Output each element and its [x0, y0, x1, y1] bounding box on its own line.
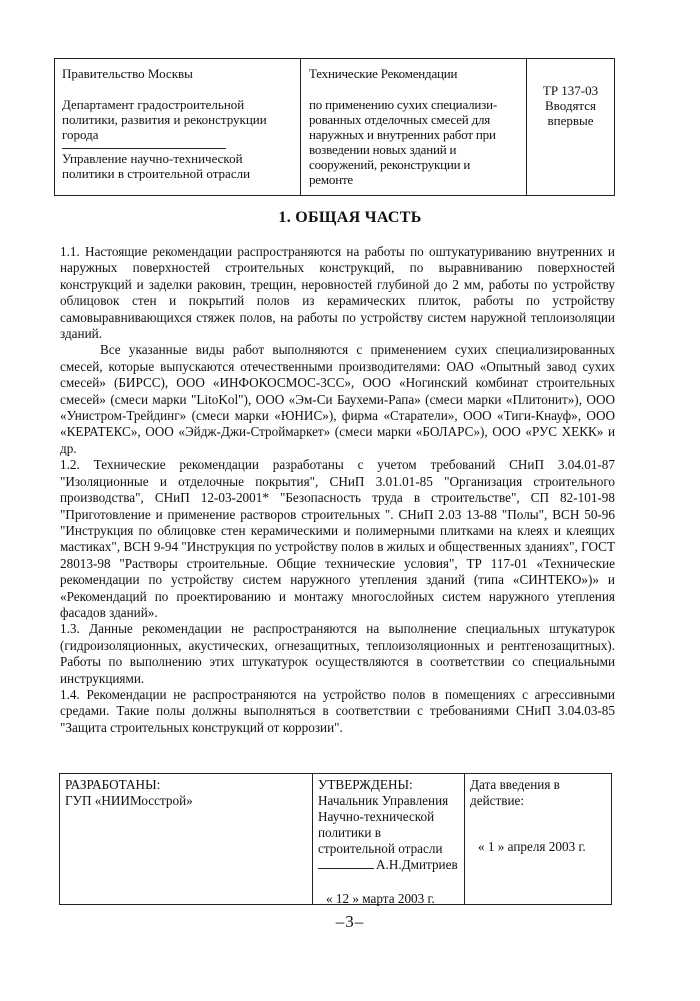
approver-title-line-2: Научно-технической: [318, 809, 435, 824]
document-status-line-1: Вводятся: [544, 98, 597, 113]
document-subject-line-2: рованных отделочных смесей для: [309, 112, 491, 127]
approver-signature-row: [318, 857, 460, 873]
header-code-column: [527, 59, 614, 195]
signature-line: [318, 857, 374, 869]
effective-label-line-2: действие:: [470, 793, 525, 808]
document-header-table: [54, 58, 615, 196]
header-title-column: [301, 59, 527, 195]
document-subject-line-3: наружных и внутренних работ при: [309, 127, 496, 142]
paragraph-1-3: 1.3. Данные рекомендации не распространяются на выполнение специальных штукатурок (гидроизоляционных, акустических, огнезащитных, теплоизоляционных и рентгенозащитных). Работы по выполнению этих штукатурок осуществляются в соответствии со специальными инструкциями.: [60, 621, 615, 686]
effective-label-line-1: Дата введения в: [470, 777, 560, 792]
section-heading: 1. ОБЩАЯ ЧАСТЬ: [278, 209, 422, 226]
document-subject-line-1: по применению сухих специализи-: [309, 97, 497, 112]
approver-title-line-1: Начальник Управления: [318, 793, 449, 808]
header-issuer-column: [55, 59, 301, 195]
document-code: ТР 137-03: [542, 83, 599, 98]
approval-cell: [313, 774, 465, 904]
document-subject-line-6: ремонте: [309, 172, 354, 187]
department-line-3: города: [62, 127, 99, 142]
paragraph-1-1: 1.1. Настоящие рекомендации распространяются на работы по оштукатуриванию внутренних и наружных поверхностей строительных конструкций, по выравниванию поверхностей конструкций и заделки раковин, трещин, неровностей глубиной до 2 мм, работы по устройству облицовок стен и покрытий полов из керамических плиток, работы по устройству самовыравнивающихся стяжек полов, на работы по устройству систем наружной теплоизоляции зданий.: [60, 244, 615, 342]
paragraph-1-4: 1.4. Рекомендации не распространяются на устройство полов в помещениях с агрессивными средами. Такие полы должны выполняться в соответствии с требованиями СНиП 3.04.03-85 "Защита строительных конструкций от коррозии".: [60, 686, 615, 735]
government-name: Правительство Москвы: [62, 66, 193, 81]
page-number: –3–: [335, 912, 365, 931]
document-status-line-2: впервые: [547, 113, 594, 128]
effective-date: « 1 » апреля 2003 г.: [478, 839, 586, 854]
approver-name: А.Н.Дмитриев: [376, 857, 458, 872]
paragraph-1-2: 1.2. Технические рекомендации разработаны с учетом требований СНиП 3.04.01-87 "Изоляционные и отделочные покрытия", СНиП 3.01.01-85 "Организация строительного производства", СНиП 12-03-2001* "Безопасность труда в строительстве", СП 82-101-98 "Приготовление и применение растворов строительных ". СНиП 2.03 13-88 "Полы", ВСН 50-96 "Инструкция по облицовке стен керамическими и полимерными плитками на клеях и клеящих мастиках", ВСН 9-94 "Инструкция по устройству полов в жилых и общественных зданиях", ГОСТ 28013-98 "Растворы строительные. Общие технические условия", ТР 117-01 «Технические рекомендации по устройству систем наружного утепления зданий (типа «СИНТЕКО»)» и «Рекомендаций по проектированию и монтажу многослойных систем наружного утепления фасадов зданий».: [60, 457, 615, 620]
developer-organization: ГУП «НИИМосстрой»: [65, 793, 193, 808]
approver-title-line-4: строительной отрасли: [318, 841, 443, 856]
approval-table: [59, 773, 612, 905]
developed-label: РАЗРАБОТАНЫ:: [65, 777, 161, 792]
effective-date-cell: [465, 774, 611, 904]
department-line-2: политики, развития и реконструкции: [62, 112, 267, 127]
document-subject-line-5: сооружений, реконструкции и: [309, 157, 471, 172]
unit-line-2: политики в строительной отрасли: [62, 166, 251, 181]
document-type: Технические Рекомендации: [309, 66, 458, 81]
document-body: [60, 244, 615, 736]
header-divider-rule: [62, 148, 226, 149]
approver-title-line-3: политики в: [318, 825, 381, 840]
approval-date: « 12 » марта 2003 г.: [326, 891, 435, 906]
developer-cell: [60, 774, 313, 904]
document-subject-line-4: возведении новых зданий и: [309, 142, 457, 157]
paragraph-producers: Все указанные виды работ выполняются с применением сухих специализированных смесей, которые выпускаются отечественными производителями: ОАО «Опытный завод сухих смесей» (БИРСС), ООО «ИНФОКОСМОС-3СС», ООО «Ногинский комбинат строительных смесей» (смеси марки "LitoKol"), ООО «Эм-Си Баухеми-Рапа» (смеси марки «Плитонит»), ООО «Унистром-Трейдинг» (смеси марки «ЮНИС»), фирма «Старатели», ООО «Тиги-Кнауф», ООО «КЕРАТЕКС», ООО «Эйдж-Джи-Строймаркет» (смеси марки «БОЛАРС»), ООО «РУС ХЕКК» и др.: [60, 342, 615, 456]
department-line-1: Департамент градостроительной: [62, 97, 245, 112]
unit-line-1: Управление научно-технической: [62, 151, 243, 166]
approved-label: УТВЕРЖДЕНЫ:: [318, 777, 413, 792]
